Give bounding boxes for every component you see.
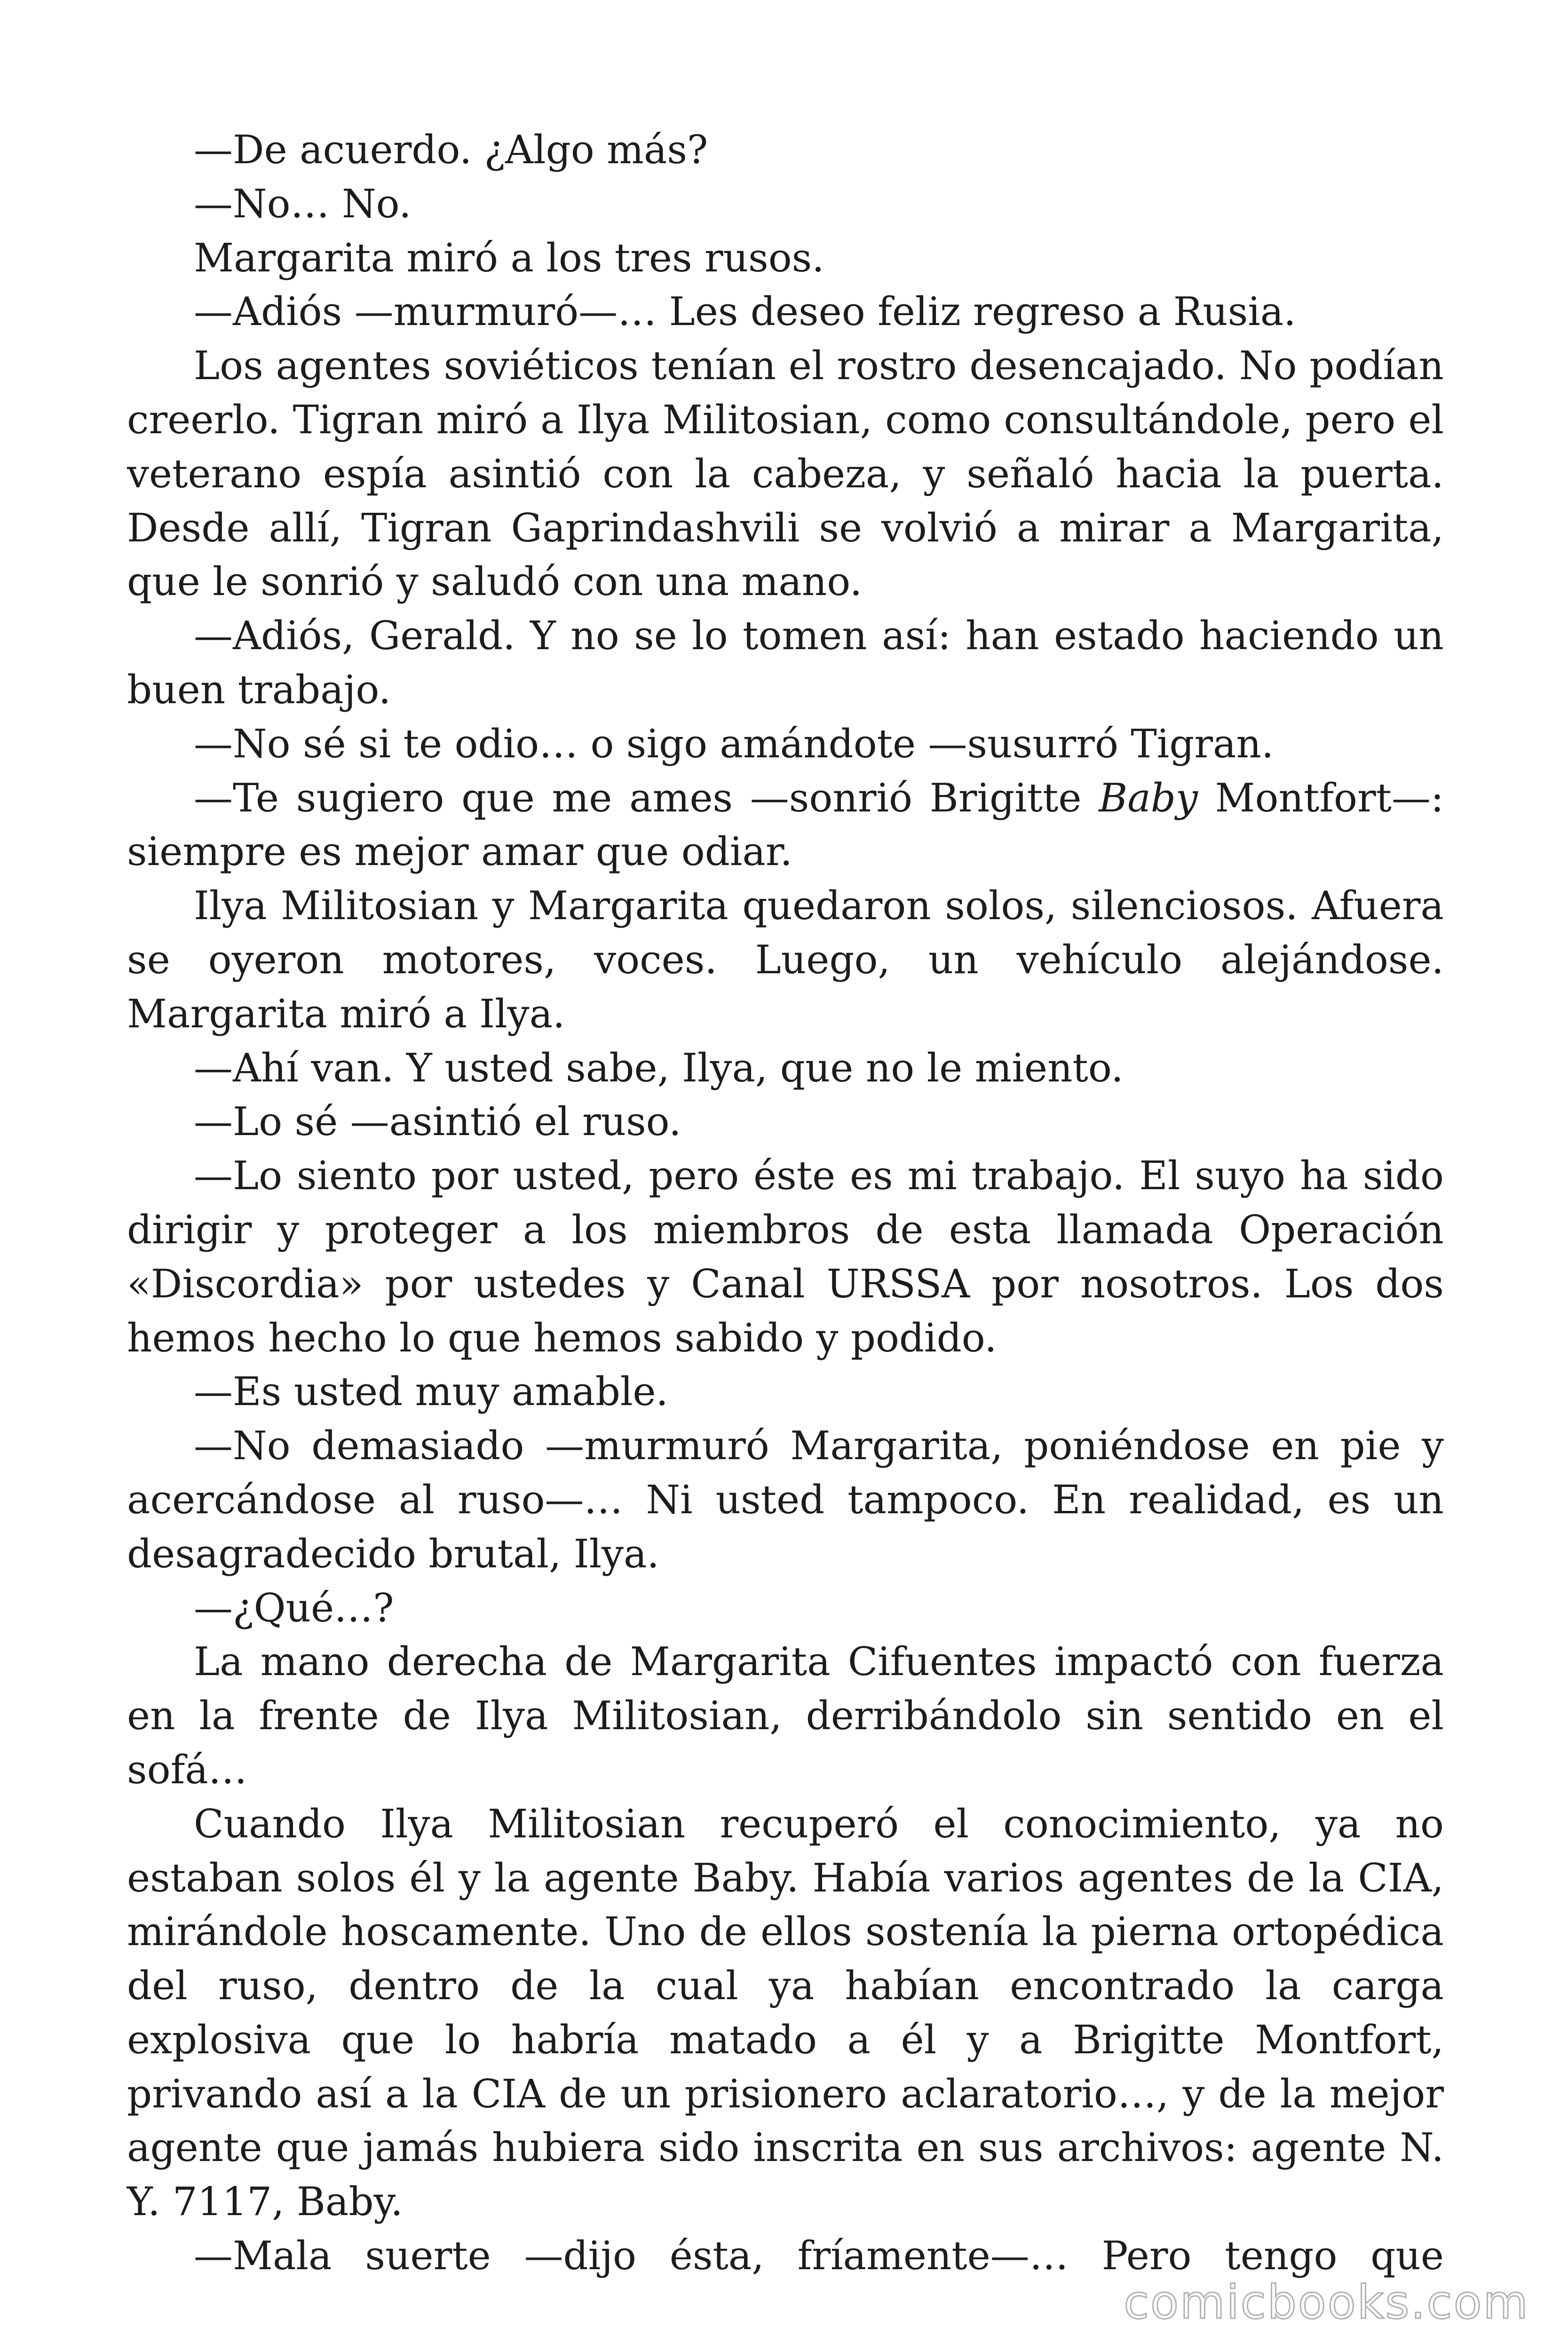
- paragraph: Margarita miró a los tres rusos.: [194, 235, 824, 281]
- paragraph: Ilya Militosian y Margarita quedaron solos, silenciosos. Afuera se oyeron motores, voces. Luego, un vehículo alejándose. Margarita miró a Ilya.: [127, 883, 1444, 1037]
- paragraph: —Ahí van. Y usted sabe, Ilya, que no le miento.: [194, 1045, 1124, 1091]
- paragraph: —No… No.: [194, 181, 412, 227]
- page-body: [127, 123, 1444, 2283]
- paragraph: —Mala suerte —dijo ésta, fríamente—… Pero tengo que: [194, 2233, 1444, 2279]
- paragraph: Los agentes soviéticos tenían el rostro desencajado. No podían creerlo. Tigran miró a Ilya Militosian, como consultándole, pero el veterano espía asintió con la cabeza, y señaló hacia la puerta. Desde allí, Tigran Gaprindashvili se volvió a mirar a Margarita, que le sonrió y saludó con una mano.: [127, 343, 1444, 605]
- paragraph: [127, 771, 1444, 880]
- paragraph: —No sé si te odio… o sigo amándote —susurró Tigran.: [194, 721, 1274, 767]
- paragraph: Cuando Ilya Militosian recuperó el conocimiento, ya no estaban solos él y la agente Baby. Había varios agentes de la CIA, mirándole hoscamente. Uno de ellos sostenía la pierna ortopédica del ruso, dentro de la cual ya habían encontrado la carga explosiva que lo habría matado a él y a Brigitte Montfort, privando así a la CIA de un prisionero aclaratorio…, y de la mejor agente que jamás hubiera sido inscrita en sus archivos: agente N. Y. 7117, Baby.: [127, 1801, 1444, 2225]
- paragraph: —Lo siento por usted, pero éste es mi trabajo. El suyo ha sido dirigir y proteger a los miembros de esta llamada Operación «Discordia» por ustedes y Canal URSSA por nosotros. Los dos hemos hecho lo que hemos sabido y podido.: [127, 1153, 1444, 1361]
- paragraph-text: —Te sugiero que me ames —sonrió Brigitte: [194, 775, 1099, 821]
- paragraph: —¿Qué…?: [194, 1585, 394, 1631]
- paragraph: —Es usted muy amable.: [194, 1369, 668, 1415]
- paragraph: —Adiós, Gerald. Y no se lo tomen así: han estado haciendo un buen trabajo.: [127, 613, 1444, 713]
- paragraph: La mano derecha de Margarita Cifuentes impactó con fuerza en la frente de Ilya Militosian, derribándolo sin sentido en el sofá…: [127, 1639, 1444, 1793]
- watermark: comicbooks.com: [1124, 2276, 1529, 2329]
- paragraph: —Adiós —murmuró—… Les deseo feliz regreso a Rusia.: [194, 289, 1296, 335]
- paragraph: —Lo sé —asintió el ruso.: [194, 1099, 681, 1145]
- paragraph-text: Montfort—: siempre es mejor amar que odiar.: [127, 775, 1444, 875]
- paragraph: —De acuerdo. ¿Algo más?: [194, 127, 708, 173]
- paragraph: —No demasiado —murmuró Margarita, poniéndose en pie y acercándose al ruso—… Ni usted tampoco. En realidad, es un desagradecido brutal, Ilya.: [127, 1423, 1444, 1577]
- emphasis-text: Baby: [1099, 775, 1198, 821]
